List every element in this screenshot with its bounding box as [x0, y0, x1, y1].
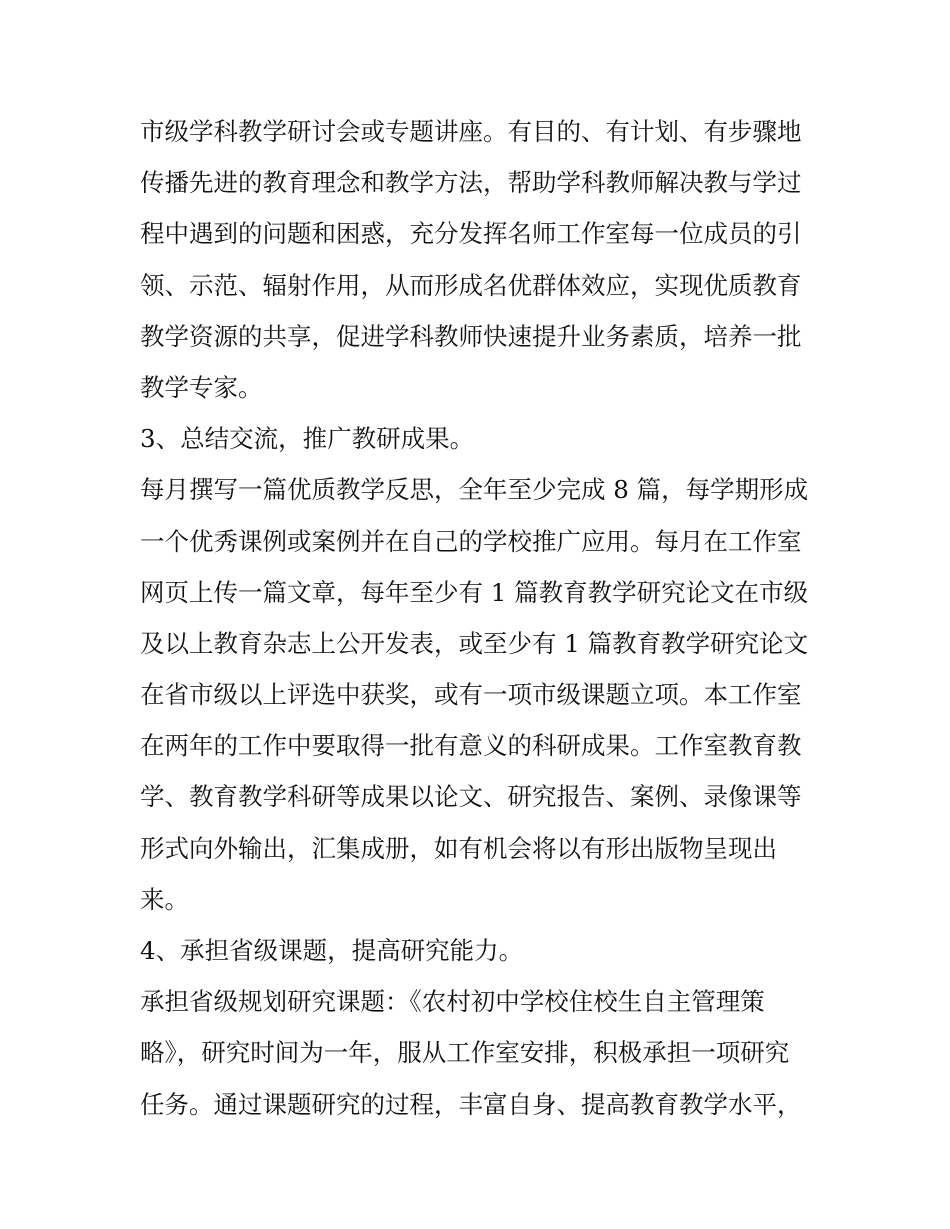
text-line: 形式向外输出，汇集成册，如有机会将以有形出版物呈现出 [140, 833, 777, 863]
text-line: 来。 [140, 884, 189, 914]
text-line: 每月撰写一篇优质教学反思，全年至少完成 8 篇，每学期形成 [140, 475, 809, 505]
text-line: 市级学科教学研讨会或专题讲座。有目的、有计划、有步骤地 [140, 117, 802, 146]
text-line: 传播先进的教育理念和教学方法，帮助学科教师解决教与学过 [140, 168, 802, 198]
text-line: 在省市级以上评选中获奖，或有一项市级课题立项。本工作室 [140, 680, 802, 710]
text-line: 及以上教育杂志上公开发表，或至少有 1 篇教育教学研究论文 [140, 628, 809, 658]
text-line: 教学专家。 [140, 372, 263, 402]
text-line: 领、示范、辐射作用，从而形成名优群体效应，实现优质教育 [140, 270, 802, 300]
section-heading: 4、承担省级课题，提高研究能力。 [140, 936, 524, 965]
text-line: 在两年的工作中要取得一批有意义的科研成果。工作室教育教 [140, 731, 802, 761]
text-line: 学、教育教学科研等成果以论文、研究报告、案例、录像课等 [140, 782, 802, 812]
text-line: 承担省级规划研究课题：《农村初中学校住校生自主管理策 [140, 987, 765, 1017]
section-heading: 3、总结交流，推广教研成果。 [140, 424, 475, 454]
text-line: 网页上传一篇文章，每年至少有 1 篇教育教学研究论文在市级 [140, 577, 809, 607]
text-line: 程中遇到的问题和困惑，充分发挥名师工作室每一位成员的引 [140, 219, 802, 249]
body-text [140, 106, 820, 1130]
text-line: 教学资源的共享，促进学科教师快速提升业务素质，培养一批 [140, 321, 802, 351]
text-line: 略》，研究时间为一年，服从工作室安排，积极承担一项研究 [140, 1038, 790, 1068]
text-line: 任务。通过课题研究的过程，丰富自身、提高教育教学水平， [140, 1089, 802, 1119]
text-line: 一个优秀课例或案例并在自己的学校推广应用。每月在工作室 [140, 526, 802, 556]
